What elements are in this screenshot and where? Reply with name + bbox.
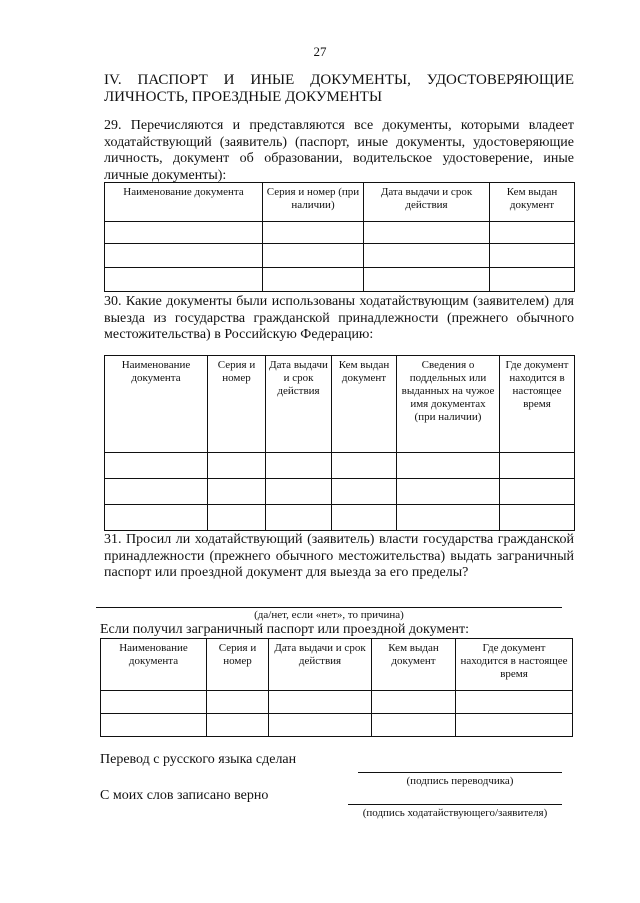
translation-label: Перевод с русского языка сделан: [100, 752, 297, 767]
table-31-header-date: Дата выдачи и срок действия: [269, 639, 372, 691]
table-30-header-name: Наименование документа: [105, 356, 208, 453]
table-30-header-series: Серия и номер: [208, 356, 266, 453]
table-31-header-location: Где документ находится в настоящее время: [456, 639, 573, 691]
exit-documents-table: [104, 355, 575, 531]
table-29-header-issuer: Кем выдан документ: [490, 183, 575, 222]
question-30-text: 30. Какие документы были использованы ходатайствующим (заявителем) для выезда из государства гражданской принадлежности (прежнего обычного местожительства) в Российскую Федерацию:: [104, 294, 574, 342]
table-31-header-name: Наименование документа: [101, 639, 207, 691]
table-31-header-issuer: Кем выдан документ: [372, 639, 456, 691]
table-row: [105, 222, 575, 244]
table-30-header-location: Где документ находится в настоящее время: [500, 356, 575, 453]
table-row: [101, 714, 573, 737]
question-31-text: 31. Просил ли ходатайствующий (заявитель) власти государства гражданской принадлежности (прежнего обычного местожительства) выдать заграничный паспорт или проездной документ для выезда за его пределы?: [104, 532, 574, 580]
documents-owned-table: [104, 182, 575, 292]
translator-caption: (подпись переводчика): [406, 775, 514, 787]
table-row: [105, 505, 575, 531]
table-row: [105, 244, 575, 268]
table-29-header-series: Серия и номер (при наличии): [263, 183, 364, 222]
table-29-header-name: Наименование документа: [105, 183, 263, 222]
question-29-text: 29. Перечисляются и представляются все документы, которыми владеет ходатайствующий (заявитель) (паспорт, иные документы, удостоверяющие личность, документ об образовании, водительское удостоверение, иные личные документы):: [104, 118, 574, 183]
applicant-caption: (подпись ходатайствующего/заявителя): [362, 807, 548, 819]
table-row: [105, 268, 575, 292]
followup-text: Если получил заграничный паспорт или проездной документ:: [100, 622, 470, 637]
page-number: 27: [313, 44, 327, 59]
table-row: [105, 479, 575, 505]
table-29-header-date: Дата выдачи и срок действия: [364, 183, 490, 222]
translator-signature-line: [358, 772, 562, 773]
answer-line: [96, 607, 562, 608]
table-31-header-series: Серия и номер: [207, 639, 269, 691]
table-row: [105, 453, 575, 479]
table-row: [101, 691, 573, 714]
section-title: IV. ПАСПОРТ И ИНЫЕ ДОКУМЕНТЫ, УДОСТОВЕРЯЮЩИЕ ЛИЧНОСТЬ, ПРОЕЗДНЫЕ ДОКУМЕНТЫ: [104, 72, 574, 105]
recorded-label: С моих слов записано верно: [100, 788, 269, 803]
answer-caption: (да/нет, если «нет», то причина): [254, 609, 404, 621]
table-30-header-issuer: Кем выдан документ: [332, 356, 397, 453]
applicant-signature-line: [348, 804, 562, 805]
table-30-header-forged: Сведения о поддельных или выданных на чужое имя документах (при наличии): [397, 356, 500, 453]
foreign-passport-table: [100, 638, 573, 737]
table-30-header-date: Дата выдачи и срок действия: [266, 356, 332, 453]
